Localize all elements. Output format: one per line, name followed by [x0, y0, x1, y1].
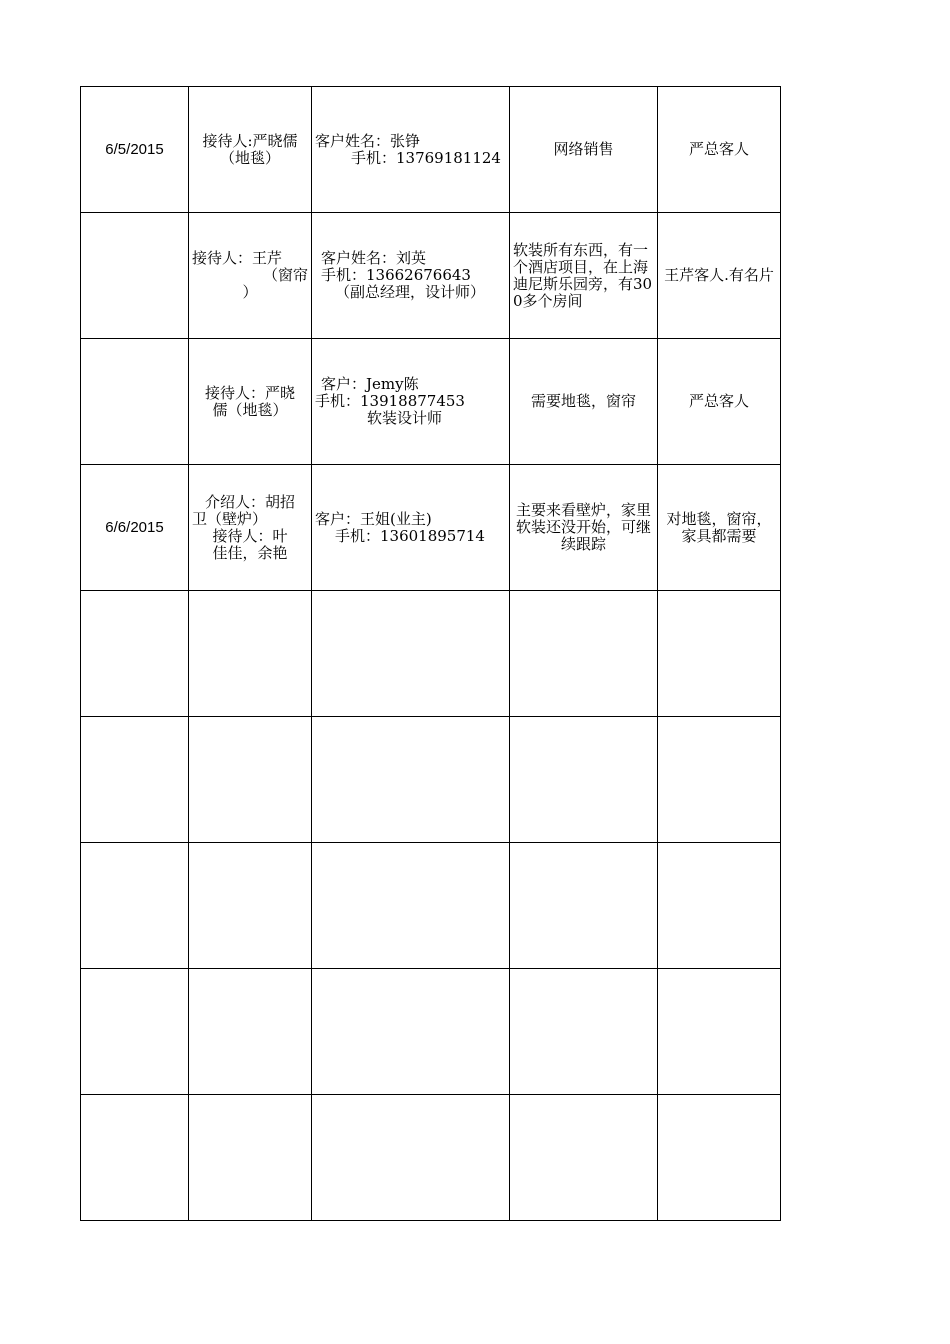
date-cell[interactable] — [81, 591, 189, 717]
client-cell[interactable] — [312, 969, 510, 1095]
date-text: 6/6/2015 — [105, 519, 164, 536]
table-row — [81, 465, 781, 591]
requirement-cell[interactable] — [510, 717, 658, 843]
client-line: 客户：王姐(业主) — [315, 509, 432, 528]
date-text: 6/5/2015 — [105, 141, 164, 158]
client-cell[interactable] — [312, 717, 510, 843]
host-line: 卫（壁炉） — [192, 509, 268, 528]
client-line: 客户：Jemy陈 — [321, 375, 419, 393]
requirement-cell[interactable] — [510, 591, 658, 717]
table-row — [81, 87, 781, 213]
note-cell[interactable] — [658, 591, 781, 717]
date-cell[interactable] — [81, 969, 189, 1095]
host-cell[interactable] — [189, 843, 312, 969]
requirement-text: 软装所有东西，有一个酒店项目，在上海迪尼斯乐园旁，有300多个房间 — [513, 240, 653, 310]
note-text: 王芹客人.有名片 — [664, 266, 774, 284]
client-cell[interactable] — [312, 843, 510, 969]
host-cell[interactable] — [189, 717, 312, 843]
host-line: （窗帘 — [262, 266, 308, 284]
note-cell[interactable] — [658, 843, 781, 969]
host-cell[interactable] — [189, 213, 312, 339]
host-cell[interactable] — [189, 591, 312, 717]
note-text: 严总客人 — [688, 392, 749, 410]
table-row — [81, 339, 781, 465]
client-cell[interactable] — [312, 213, 510, 339]
requirement-cell[interactable] — [510, 465, 658, 591]
date-cell[interactable] — [81, 339, 189, 465]
client-line: 客户姓名：张铮 — [315, 131, 421, 150]
note-cell[interactable] — [658, 969, 781, 1095]
client-cell[interactable] — [312, 87, 510, 213]
note-cell[interactable] — [658, 465, 781, 591]
client-line: 手机：13769181124 — [351, 148, 501, 167]
note-cell[interactable] — [658, 213, 781, 339]
date-cell[interactable] — [81, 87, 189, 213]
note-text: 严总客人 — [688, 140, 749, 158]
requirement-cell[interactable] — [510, 87, 658, 213]
requirement-text: 网络销售 — [553, 140, 614, 158]
note-text: 对地毯，窗帘，家具都需要 — [666, 509, 772, 545]
requirement-cell[interactable] — [510, 1095, 658, 1221]
client-cell[interactable] — [312, 591, 510, 717]
client-cell[interactable] — [312, 1095, 510, 1221]
requirement-cell[interactable] — [510, 969, 658, 1095]
date-cell[interactable] — [81, 465, 189, 591]
requirement-text: 主要来看壁炉，家里软装还没开始，可继续跟踪 — [515, 501, 651, 553]
host-line: 接待人：王芹 — [192, 249, 283, 267]
note-cell[interactable] — [658, 339, 781, 465]
host-line: 儒（地毯） — [212, 400, 288, 419]
host-line: 介绍人：胡招 — [204, 492, 295, 511]
host-line: 接待人：严晓 — [204, 383, 295, 402]
host-cell[interactable] — [189, 87, 312, 213]
requirement-text: 需要地毯，窗帘 — [530, 392, 636, 410]
client-cell[interactable] — [312, 465, 510, 591]
host-cell[interactable] — [189, 339, 312, 465]
table-row — [81, 717, 781, 843]
host-line: 接待人:严晓儒 — [202, 131, 298, 150]
host-line: 接待人：叶 — [212, 526, 288, 545]
table-row — [81, 1095, 781, 1221]
date-cell[interactable] — [81, 213, 189, 339]
host-line: 佳佳，余艳 — [212, 543, 288, 562]
note-cell[interactable] — [658, 87, 781, 213]
client-line: 手机：13601895714 — [335, 526, 485, 545]
client-line: 客户姓名：刘英 — [321, 249, 427, 267]
host-line: （地毯） — [219, 148, 280, 167]
host-cell[interactable] — [189, 1095, 312, 1221]
requirement-cell[interactable] — [510, 339, 658, 465]
table-row — [81, 843, 781, 969]
host-cell[interactable] — [189, 969, 312, 1095]
client-cell[interactable] — [312, 339, 510, 465]
requirement-cell[interactable] — [510, 213, 658, 339]
client-line: 软装设计师 — [367, 409, 443, 427]
note-cell[interactable] — [658, 717, 781, 843]
client-line: 手机：13662676643 — [321, 266, 471, 284]
requirement-cell[interactable] — [510, 843, 658, 969]
table-row — [81, 969, 781, 1095]
date-cell[interactable] — [81, 717, 189, 843]
note-cell[interactable] — [658, 1095, 781, 1221]
client-line: （副总经理，设计师） — [335, 283, 486, 301]
host-cell[interactable] — [189, 465, 312, 591]
client-line: 手机：13918877453 — [315, 392, 465, 410]
date-cell[interactable] — [81, 843, 189, 969]
visitor-log-table — [80, 86, 781, 1221]
host-line: ） — [242, 283, 258, 301]
table-row — [81, 591, 781, 717]
table-row — [81, 213, 781, 339]
date-cell[interactable] — [81, 1095, 189, 1221]
